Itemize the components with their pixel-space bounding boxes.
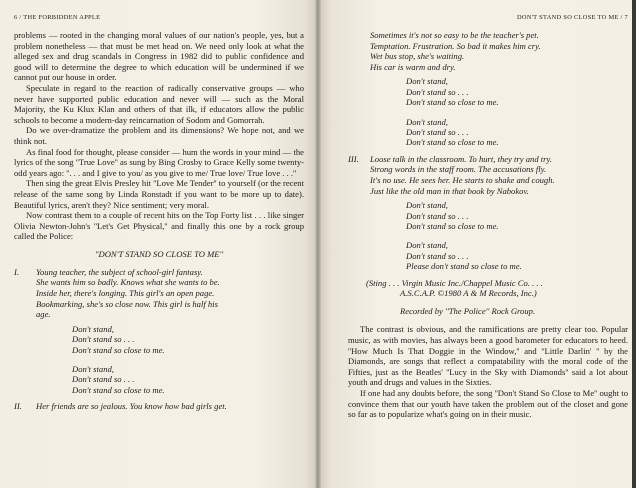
lyric-line: Don't stand so close to me. (406, 137, 499, 148)
lyric-line: Don't stand, (72, 323, 114, 334)
book-edge-right (632, 0, 636, 488)
lyric-line: Don't stand so . . . (406, 127, 469, 137)
lyric-line: Don't stand so . . . (72, 334, 135, 345)
chorus (406, 76, 628, 147)
credit-line: A.S.C.A.P. ©1980 A & M Records, Inc.) (400, 288, 537, 299)
verse-number: II. (14, 401, 22, 412)
lyric-line: Don't stand so close to me. (72, 384, 165, 395)
lyric-line: Her friends are so jealous. You know how bad girls get. (36, 401, 227, 412)
lyric-line: Just like the old man in that book by Nabokov. (370, 185, 529, 196)
lyric-line: Don't stand so close to me. (406, 97, 499, 108)
paragraph: Then sing the great Elvis Presley hit ''Love Me Tender'' to yourself (or the recent release of the same song by Linda Ronstadt if you want to be more up to date). Beautiful lyrics, aren't they? Nice sentiment; very moral. (14, 178, 304, 210)
verse-1 (14, 267, 304, 320)
lyric-line: age. (36, 309, 51, 320)
left-page-content (14, 14, 304, 412)
lyric-line: Don't stand so close to me. (72, 344, 165, 355)
song-title: ''DON'T STAND SO CLOSE TO ME'' (94, 248, 224, 259)
paragraph: If one had any doubts before, the song ''Don't Stand So Close to Me'' ought to convince them that our youth have taken the problem out of the closet and gone so far as to popularize what's going on in their music. (348, 387, 628, 420)
running-head-left: 6 / THE FORBIDDEN APPLE (14, 14, 101, 21)
lyric-line: Please don't stand so close to me. (406, 261, 522, 272)
lyric-line: She wants him so badly. Knows what she wants to be. (36, 277, 220, 288)
paragraph: Do we over-dramatize the problem and its dimensions? We hope not, and we think not. (14, 125, 304, 146)
lyric-line: Strong words in the staff room. The accusations fly. (370, 164, 547, 175)
paragraph: As final food for thought, please consider — hum the words in your mind — the lyrics of the song ''True Love'' as sung by Bing Crosby to Grace Kelly some twenty-odd years ago: ''. . . and I give to you/ as you give to me/ True love/ True love . . .'' (14, 146, 304, 178)
paragraph: The contrast is obvious, and the ramifications are pretty clear too. Popular music, as with movies, has always been a good barometer for educators to heed. ''How Much Is That Doggie in the Window,'' and ''Little Darlin' '' by the Diamonds, are songs that reflect a compatability with the moral code of the Fifties, just as the Beatles' ''Lucy in the Sky with Diamonds'' said a lot about youth and drugs and values in the Sixties. (348, 324, 628, 388)
lyric-line: It's no use. He sees her. He starts to shake and cough. (370, 175, 555, 185)
lyric-line: Sometimes it's not so easy to be the teacher's pet. (370, 30, 539, 40)
credit-line: Recorded by ''The Police'' Rock Group. (400, 305, 536, 316)
lyric-line: Loose talk in the classroom. To hurt, they try and try. (370, 153, 552, 164)
paragraph: Now contrast them to a couple of recent hits on the Top Forty list . . . like singer Olivia Newton-John's ''Let's Get Physical,'' and finally this one by a rock group called the Police: (14, 210, 304, 242)
credit-line: (Sting . . . Virgin Music Inc./Chappel Music Co. . . . (366, 277, 543, 288)
right-page (318, 0, 636, 488)
paragraph: Speculate in regard to the reaction of radically conservative groups — who never have supported public education and never will — such as the Moral Majority, the Ku Klux Klan and others of that ilk, if educators allow the public schools to become a modern-day reincarnation of Sodom and Gomorrah. (14, 82, 304, 125)
running-head-right: DON'T STAND SO CLOSE TO ME / 7 (516, 14, 628, 21)
lyric-line: His car is warm and dry. (370, 61, 456, 72)
lyric-line: Inside her, there's longing. This girl's an open page. (36, 288, 215, 299)
chorus (406, 200, 628, 271)
lyric-line: Don't stand so . . . (406, 86, 469, 97)
lyric-line: Don't stand, (406, 76, 448, 87)
right-page-content (348, 14, 628, 420)
lyric-line: Bookmarking, she's so close now. This girl is half his (36, 298, 218, 309)
lyric-line: Don't stand, (72, 364, 114, 375)
lyric-line: Don't stand, (406, 116, 448, 127)
paragraph: problems — rooted in the changing moral values of our nation's people, yes, but a problem nonetheless — that must be met head on. We need only look at what the alleged sex and drug scandals in Congress in 1982 did to public confidence and good will to determine the degree to which education will be undermined if we cannot put our house in order. (14, 30, 304, 83)
lyric-line: Don't stand, (406, 240, 448, 251)
lyric-line: Don't stand, (406, 200, 448, 211)
lyric-line: Don't stand so . . . (406, 250, 469, 261)
verse-number: III. (348, 153, 359, 164)
verse-2-continued (348, 30, 628, 72)
verse-number: I. (14, 266, 20, 277)
chorus (72, 324, 304, 395)
lyric-line: Young teacher, the subject of school-girl fantasy. (36, 266, 203, 277)
lyric-line: Don't stand so . . . (406, 210, 469, 221)
book-gutter (315, 0, 321, 488)
lyric-line: Temptation. Frustration. So bad it makes him cry. (370, 40, 541, 51)
song-credit (348, 278, 628, 317)
lyric-line: Don't stand so . . . (72, 374, 135, 385)
lyric-line: Wet bus stop, she's waiting. (370, 51, 465, 62)
verse-3 (348, 154, 628, 196)
lyric-line: Don't stand so close to me. (406, 221, 499, 231)
verse-2-start (14, 401, 304, 412)
